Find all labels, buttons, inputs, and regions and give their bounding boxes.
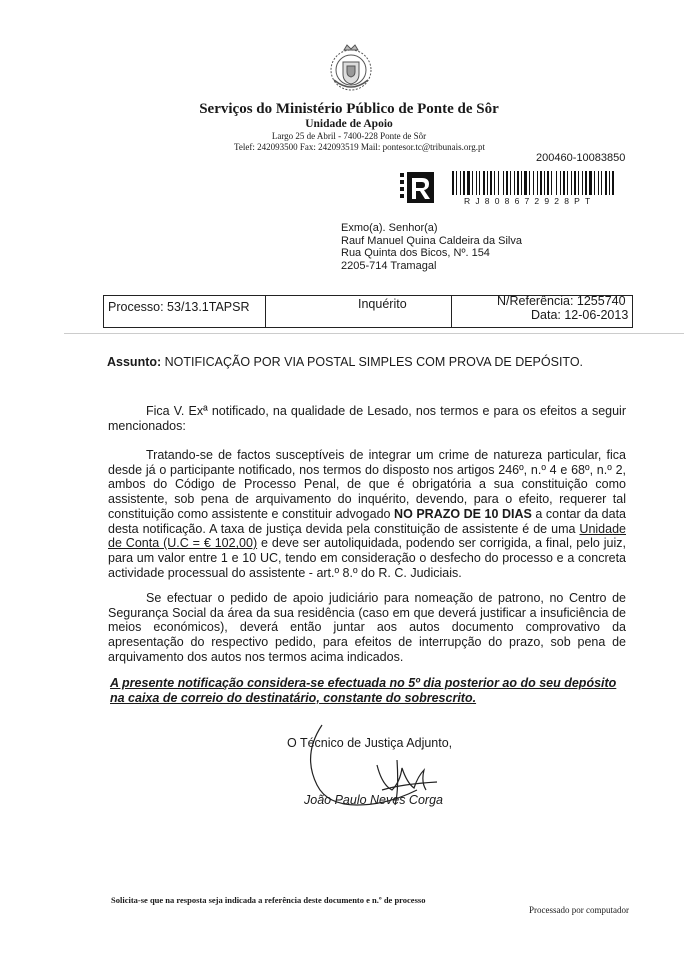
signer-role: O Técnico de Justiça Adjunto, [287,736,453,750]
office-unit: Unidade de Apoio [305,118,393,130]
paragraph-2-part-c: e deve ser autoliquidada, podendo ser corrigida, a final, pelo juiz, para um valor entre 1 e 10 UC, tendo em consideração o desfecho do processo e a concreta actividade processual do assistente - art.º 8.º do R. C. Judiciais. [108,536,626,580]
paragraph-1: Fica V. Exª notificado, na qualidade de Lesado, nos termos e para os efeitos a seguir mencionados: [108,404,626,433]
subject-line [107,355,583,369]
unit-of-account-text: Unidade de Conta (U.C = € 102,00) [108,521,626,551]
office-address: Largo 25 de Abril - 7400-228 Ponte de Sôr [271,131,427,141]
barcode-text: RJ808672928PT [464,196,596,206]
paragraph-2-part-b: a contar da data desta notificação. A taxa de justiça devida pela constituição de assistente é de uma [108,506,626,536]
paragraph-2 [108,448,626,580]
subject-text: NOTIFICAÇÃO POR VIA POSTAL SIMPLES COM PROVA DE DEPÓSITO. [164,355,584,369]
process-date: Data: 12-06-2013 [531,308,629,322]
portuguese-coat-of-arms-icon [326,40,376,96]
notice-text: A presente notificação considera-se efectuada no 5º dia posterior ao do seu depósito na caixa de correio do destinatário, constante do sobrescrito. [110,676,617,705]
paragraph-3: Se efectuar o pedido de apoio judiciário para nomeação de patrono, no Centro de Segurança Social da área da sua residência (caso em que deverá justificar a insuficiência de meios económicos), deverá então juntar aos autos documento comprovativo da apresentação do respectivo pedido, para efeitos de interrupção do prazo, sob pena de arquivamento dos autos nos termos acima indicados. [108,591,626,664]
document-number: 200460-10083850 [536,152,626,164]
recipient-address [341,222,522,272]
footer-instruction: Solicita-se que na resposta seja indicada a referência deste documento e n.º de processo [111,895,426,905]
barcode [452,171,616,195]
recipient-name: Rauf Manuel Quina Caldeira da Silva [341,234,522,247]
paragraph-2-part-a: Tratando-se de factos susceptíveis de integrar um crime de natureza particular, fica desde já o participante notificado, nos termos do disposto nos artigos 246º, n.º 4 e 68º, n.º 2, ambos do Código de Processo Penal, de que é obrigatória a sua constituição como assistente, sob pena de arquivamento do inquérito, devendo, para o efeito, requerer tal constituição como assistente e constituir advogado [108,448,626,521]
registered-mail-r-icon [400,171,434,205]
process-type: Inquérito [358,297,407,311]
recipient-street: Rua Quinta dos Bicos, Nº. 154 [341,247,490,259]
office-title: Serviços do Ministério Público de Ponte de Sôr [199,101,499,117]
process-reference: N/Referência: 1255740 [497,294,626,308]
subject-label: Assunto: [107,355,162,369]
signer-name: João Paulo Neves Corga [304,793,443,807]
deadline-text: NO PRAZO DE 10 DIAS [394,506,532,521]
process-number: Processo: 53/13.1TAPSR [108,300,250,314]
recipient-postal: 2205-714 Tramagal [341,259,437,272]
recipient-salutation: Exmo(a). Senhor(a) [341,222,438,234]
office-contacts: Telef: 242093500 Fax: 242093519 Mail: pontesor.tc@tribunais.org.pt [234,142,485,152]
footer-processed: Processado por computador [529,905,629,915]
